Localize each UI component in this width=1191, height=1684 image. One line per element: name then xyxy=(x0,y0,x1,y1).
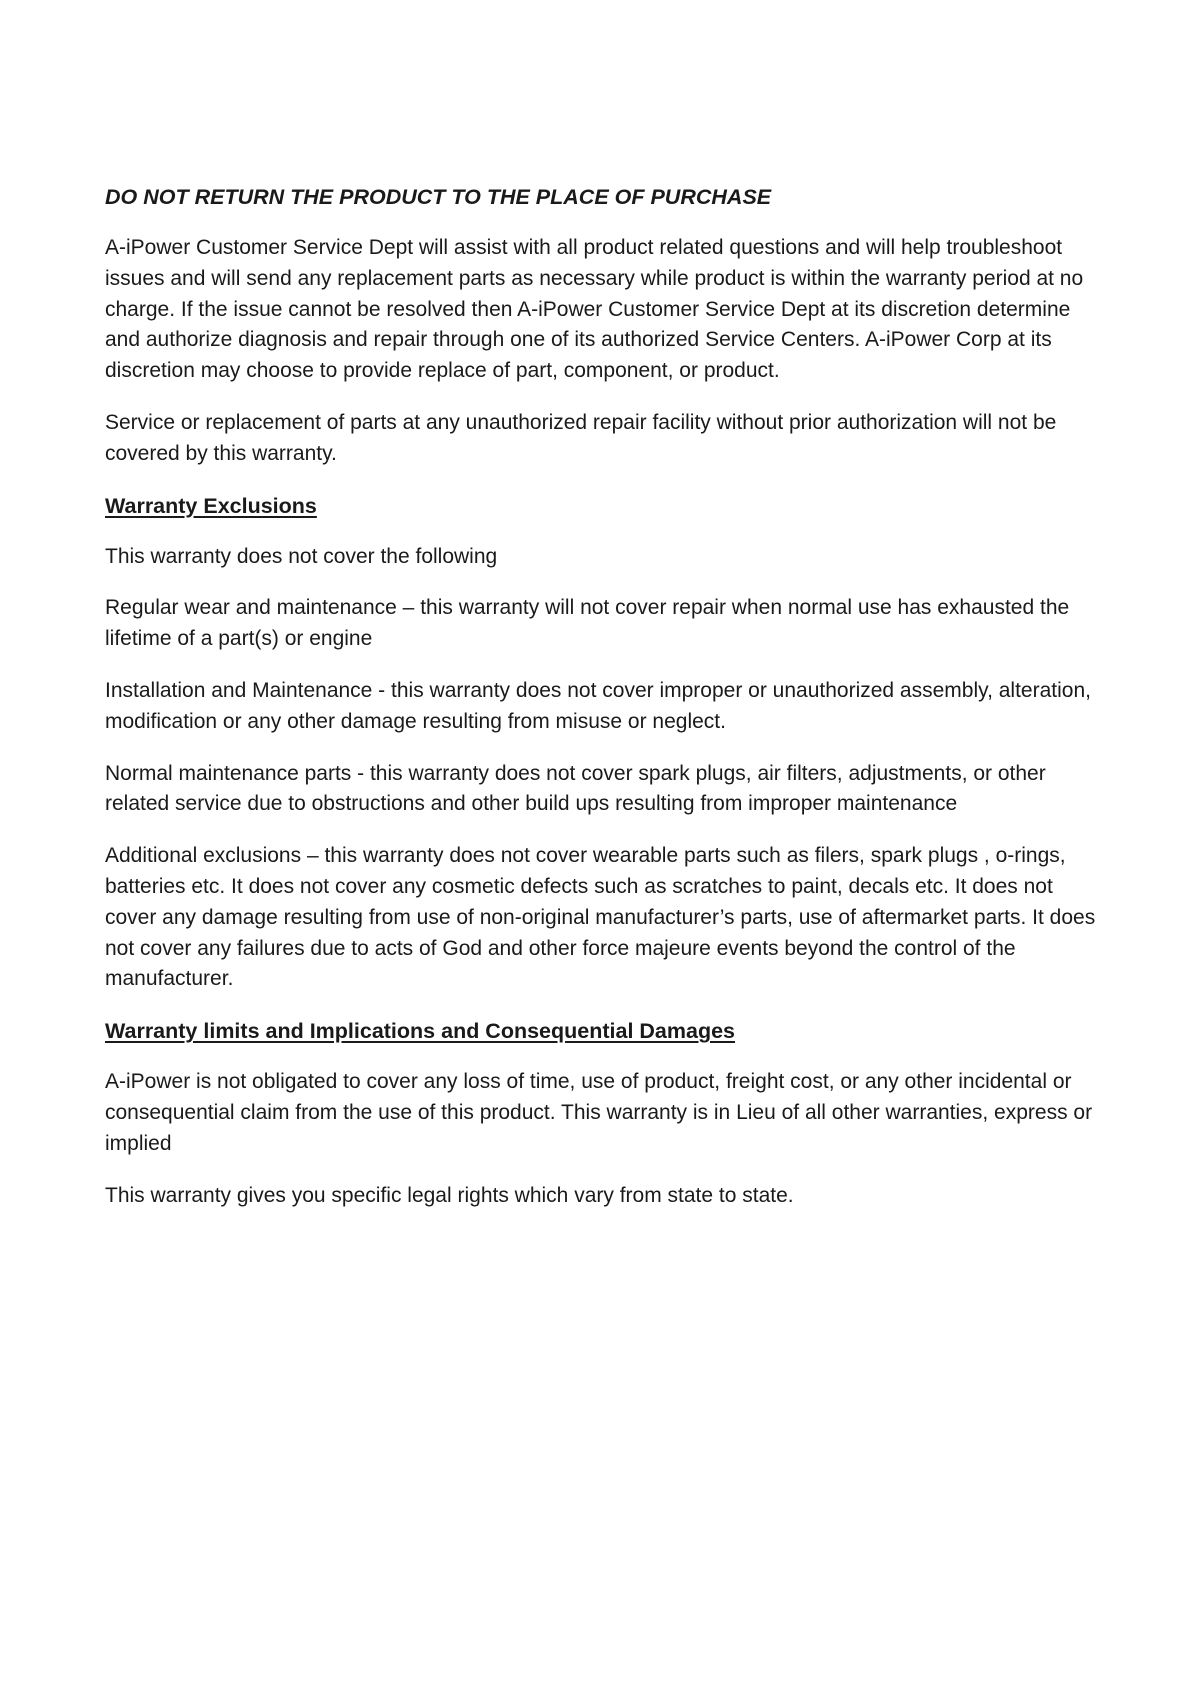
legal-rights-paragraph: This warranty gives you specific legal rights which vary from state to state. xyxy=(105,1183,794,1207)
exclusion-installation: Installation and Maintenance - this warranty does not cover improper or unauthorized assembly, alteration, modification or any other damage resulting from misuse or neglect. xyxy=(105,678,1091,733)
warranty-page xyxy=(105,182,1105,1232)
limits-obligation-paragraph: A-iPower is not obligated to cover any loss of time, use of product, freight cost, or any other incidental or consequential claim from the use of this product. This warranty is in Lieu of all other warranties, express or implied xyxy=(105,1070,1093,1155)
limits-heading: Warranty limits and Implications and Consequential Damages xyxy=(105,1019,736,1044)
customer-service-paragraph: A-iPower Customer Service Dept will assist with all product related questions and will help troubleshoot issues and will send any replacement parts as necessary while product is within the warranty period at no charge. If the issue cannot be resolved then A-iPower Customer Service Dept at its discretion determine and authorize diagnosis and repair through one of its authorized Service Centers. A-iPower Corp at its discretion may choose to provide replace of part, component, or product. xyxy=(105,236,1084,383)
exclusion-normal-maintenance-parts: Normal maintenance parts - this warranty does not cover spark plugs, air filters, adjustments, or other related service due to obstructions and other build ups resulting from improper maintenance xyxy=(105,761,1046,816)
exclusions-intro: This warranty does not cover the following xyxy=(105,544,498,568)
return-notice: DO NOT RETURN THE PRODUCT TO THE PLACE OF PURCHASE xyxy=(105,185,772,209)
exclusion-additional: Additional exclusions – this warranty does not cover wearable parts such as filers, spark plugs , o-rings, batteries etc. It does not cover any cosmetic defects such as scratches to paint, decals etc. It does not cover any damage resulting from use of non-original manufacturer’s parts, use of aftermarket parts. It does not cover any failures due to acts of God and other force majeure events beyond the control of the manufacturer. xyxy=(105,844,1096,991)
exclusions-heading: Warranty Exclusions xyxy=(105,493,317,518)
exclusion-regular-wear: Regular wear and maintenance – this warranty will not cover repair when normal use has exhausted the lifetime of a part(s) or engine xyxy=(105,596,1070,651)
unauthorized-repair-paragraph: Service or replacement of parts at any unauthorized repair facility without prior authorization will not be covered by this warranty. xyxy=(105,410,1057,465)
